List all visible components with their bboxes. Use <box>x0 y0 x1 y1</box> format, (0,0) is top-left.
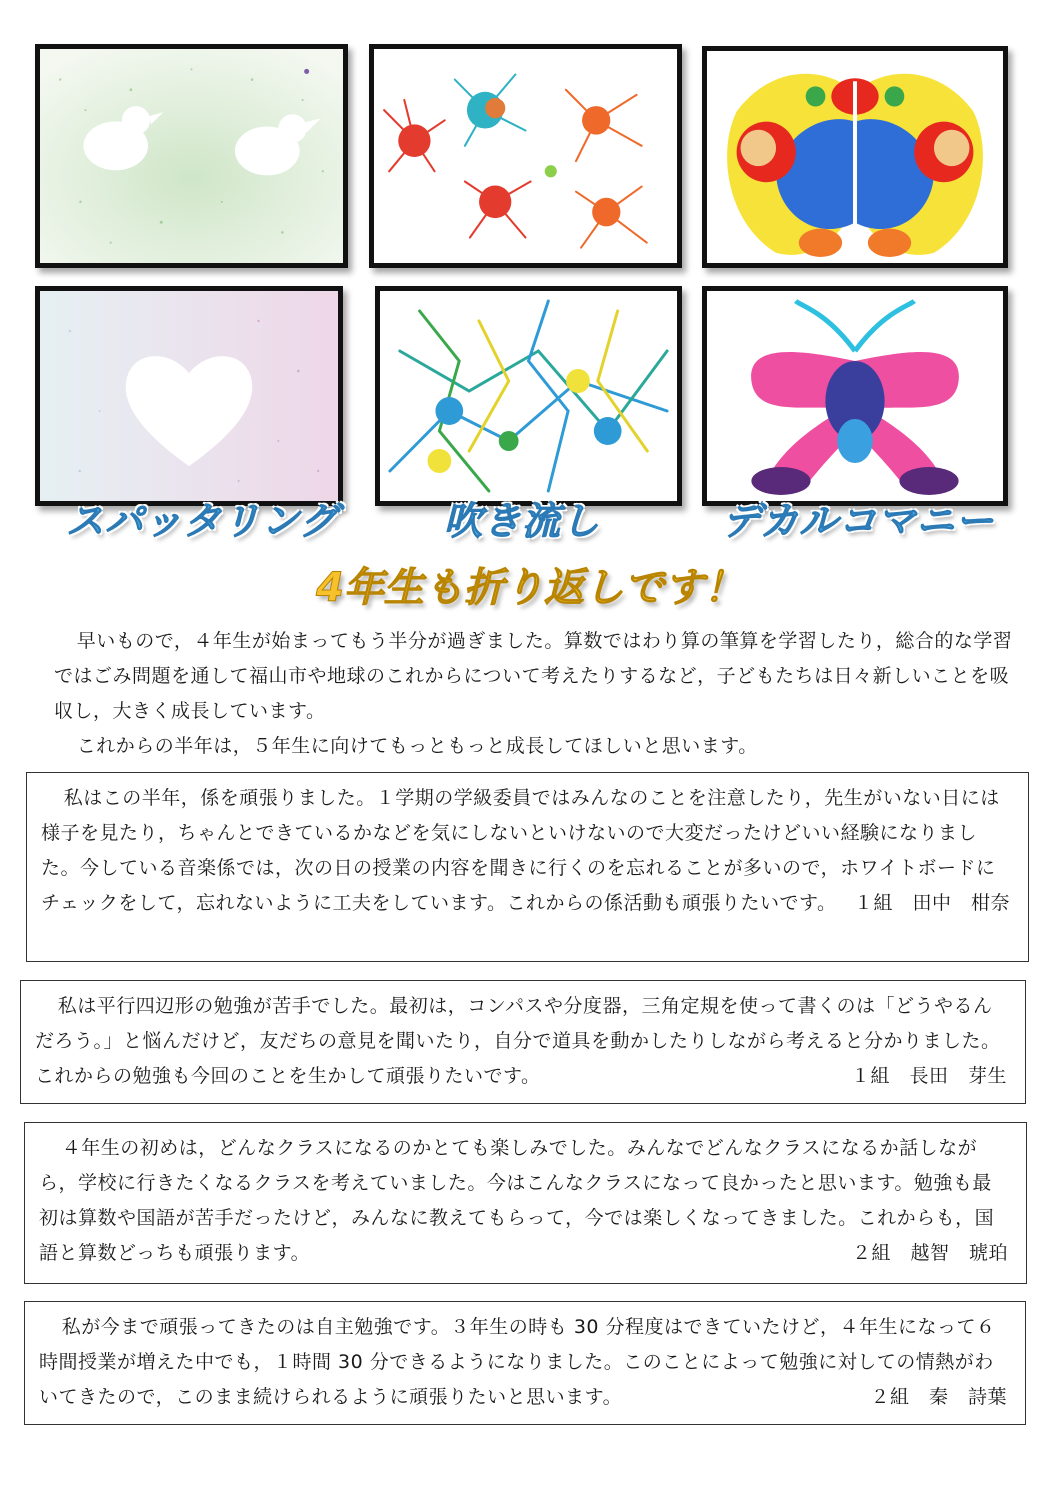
essay-text: 私が今まで頑張ってきたのは自主勉強です。３年生の時も 30 分程度はできていたけど，４年生になって６時間授業が増えた中でも，１時間 30 分できるようになりました。このことによって勉強に対しての情熱がわいてきたので，このまま続けられるように頑張りたいと思います。 <box>39 1316 996 1408</box>
blow-painting-label: 吹き流し <box>444 499 601 543</box>
essay-signature: １組 長田 芽生 <box>850 1065 1007 1087</box>
decalcomania-photo <box>702 46 1008 268</box>
decalcomania-2-photo <box>702 286 1008 506</box>
intro-paragraph: これからの半年は，５年生に向けてもっともっと成長してほしいと思います。 <box>76 735 758 757</box>
intro-text <box>54 624 1020 764</box>
essay-signature: １組 田中 柑奈 <box>853 892 1010 914</box>
essay-signature: ２組 秦 詩葉 <box>870 1386 1007 1408</box>
essay-signature: ２組 越智 琥珀 <box>851 1242 1008 1264</box>
blow-painting-2-photo <box>375 286 682 506</box>
spattering-label: スパッタリング <box>66 499 339 543</box>
essay-box <box>24 1122 1027 1284</box>
essay-text: 私はこの半年，係を頑張りました。１学期の学級委員ではみんなのことを注意したり，先生がいない日には様子を見たり，ちゃんとできているかなどを気にしないといけないので大変だったけどいい経験になりました。今している音楽係では，次の日の授業の内容を聞きに行くのを忘れることが多いので，ホワイトボードにチェックをして，忘れないように工夫をしています。これからの係活動も頑張りたいです。 <box>41 787 1000 914</box>
spattering-heart-photo <box>35 286 343 506</box>
essay-box <box>24 1301 1026 1425</box>
essay-text: 私は平行四辺形の勉強が苦手でした。最初は，コンパスや分度器，三角定規を使って書くのは「どうやるんだろう。」と悩んだけど，友だちの意見を聞いたり，自分で道具を動かしたりしながら考えると分かりました。これからの勉強も今回のことを生かして頑張りたいです。 <box>35 995 1001 1087</box>
intro-paragraph: 早いもので，４年生が始まってもう半分が過ぎました。算数ではわり算の筆算を学習したり，総合的な学習ではごみ問題を通して福山市や地球のこれからについて考えたりするなど，子どもたちは日々新しいことを吸収し，大きく成長しています。 <box>54 630 1013 722</box>
blow-painting-photo <box>369 44 682 268</box>
spattering-birds-photo <box>35 44 348 268</box>
page-headline: 4年生も折り返しです！ <box>316 565 744 611</box>
decalcomania-label: デカルコマニー <box>722 499 995 543</box>
essay-text: ４年生の初めは，どんなクラスになるのかとても楽しみでした。みんなでどんなクラスになるか話しながら，学校に行きたくなるクラスを考えていました。今はこんなクラスになって良かったと思います。勉強も最初は算数や国語が苦手だったけど，みんなに教えてもらって，今では楽しくなってきました。これからも，国語と算数どっちも頑張ります。 <box>39 1137 995 1264</box>
essay-box <box>20 980 1026 1104</box>
essay-box <box>26 772 1029 962</box>
